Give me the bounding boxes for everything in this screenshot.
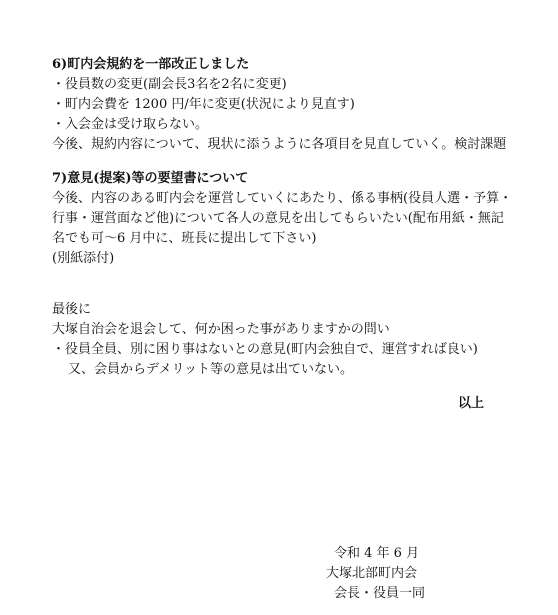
last-question: 大塚自治会を退会して、何か困った事がありますかの問い [52,322,390,337]
section7-body-line-1: 今後、内容のある町内会を運営していくにあたり、係る事柄(役員人選・予算・ [52,191,513,206]
section6-title: 6)町内会規約を一部改正しました [52,57,250,72]
section6-item-2: ・町内会費を 1200 円/年に変更(状況により見直す) [52,97,355,112]
section7-title: 7)意見(提案)等の要望書について [52,171,249,186]
section7-body-line-2: 行事・運営面など他)について各人の意見を出してもらいたい(配布用紙・無記 [52,211,504,226]
signature-organization: 大塚北部町内会 [326,566,418,581]
signature-date: 令和 4 年 6 月 [334,546,420,561]
section7-attachment: (別紙添付) [52,251,115,266]
signature-members: 会長・役員一同 [334,586,426,601]
last-answer-2: 又、会員からデメリット等の意見は出ていない。 [68,362,353,377]
closing-text: 以上 [458,396,485,411]
last-title: 最後に [52,302,92,317]
last-answer-1: ・役員全員、別に困り事はないとの意見(町内会独自で、運営すれば良い) [52,342,478,357]
section6-item-1: ・役員数の変更(副会長3名を2名に変更) [52,77,287,92]
section6-note: 今後、規約内容について、現状に添うように各項目を見直していく。検討課題 [52,137,507,152]
section6-item-3: ・入会金は受け取らない。 [52,117,209,132]
section7-body-line-3: 名でも可～6 月中に、班長に提出して下さい) [52,231,317,246]
